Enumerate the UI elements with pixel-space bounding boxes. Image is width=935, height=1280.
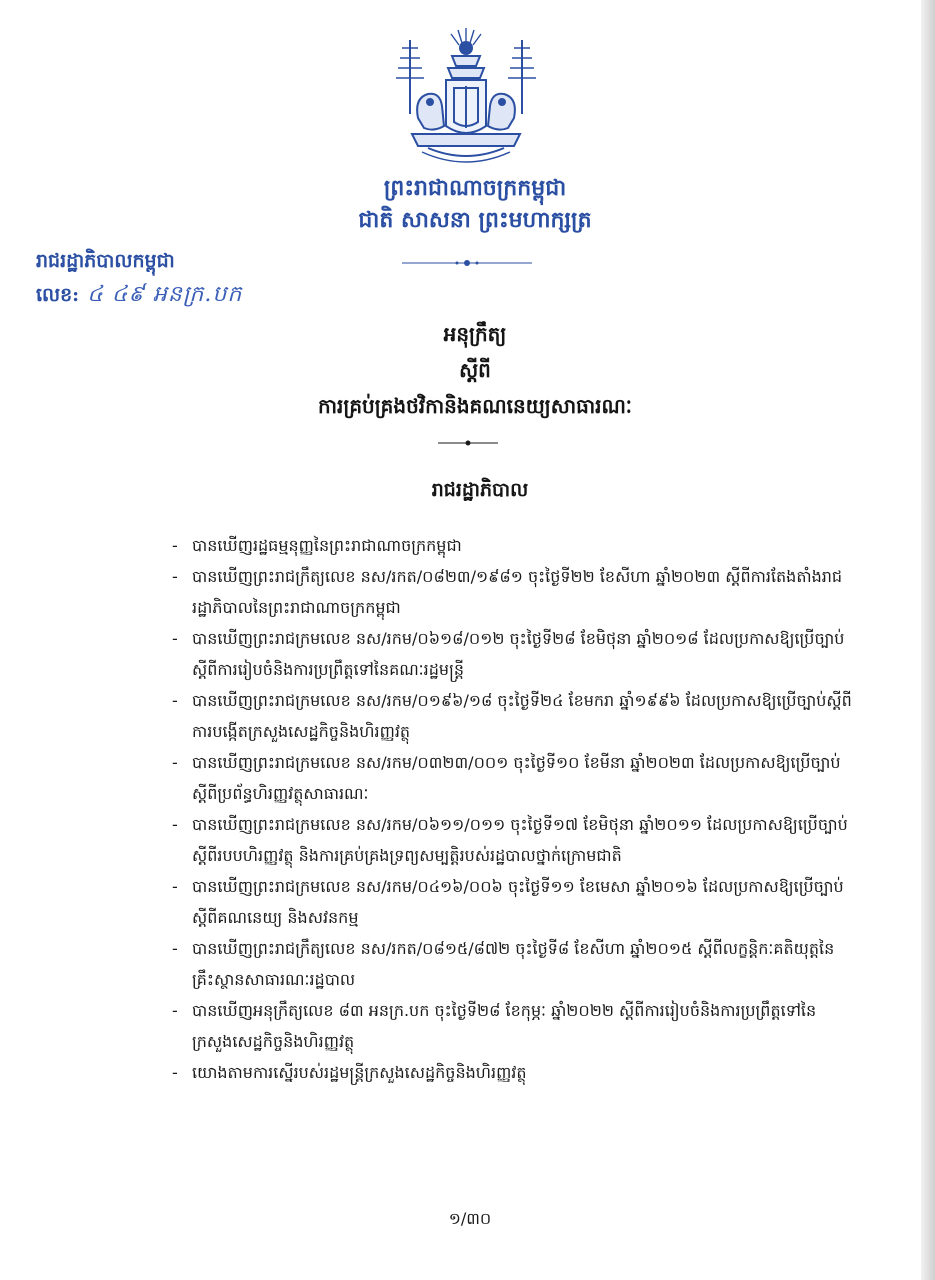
document-number (36, 278, 242, 312)
list-item: - យោងតាមការស្នើរបស់រដ្ឋមន្ត្រីក្រសួងសេដ្ឋកិច្ចនិងហិរញ្ញវត្ថុ (172, 1063, 527, 1082)
list-item: - បានឃើញព្រះរាជក្រមលេខ នស/រកម/០៦១៨/០១២ ចុះថ្ងៃទី២៨ ខែមិថុនា ឆ្នាំ២០១៨ ដែលប្រកាសឱ្យប្រើច្បាប់ស្តីពីការរៀបចំនិងការប្រព្រឹត្តទៅនៃគណៈរដ្ឋមន្ត្រី (172, 629, 845, 679)
national-motto: ជាតិ សាសនា ព្រះមហាក្សត្រ (358, 207, 592, 233)
kingdom-name: ព្រះរាជាណាចក្រកម្ពុជា (383, 175, 567, 201)
issuer-name: រាជរដ្ឋាភិបាលកម្ពុជា (36, 250, 175, 272)
preamble-list (172, 530, 852, 1088)
royal-coat-of-arms-icon (388, 22, 544, 168)
kingdom-header (340, 172, 610, 236)
list-item: - បានឃើញរដ្ឋធម្មនុញ្ញនៃព្រះរាជាណាចក្រកម្ពុជា (172, 536, 462, 555)
list-item: - បានឃើញព្រះរាជក្រមលេខ នស/រកម/០៤១៦/០០៦ ចុះថ្ងៃទី១១ ខែមេសា ឆ្នាំ២០១៦ ដែលប្រកាសឱ្យប្រើច្បាប់ស្តីពីគណនេយ្យ និងសវនកម្ម (172, 877, 844, 927)
header-ornament-divider (402, 256, 532, 270)
list-item: - បានឃើញព្រះរាជក្រមលេខ នស/រកម/០១៩៦/១៨ ចុះថ្ងៃទី២៤ ខែមករា ឆ្នាំ១៩៩៦ ដែលប្រកាសឱ្យប្រើច្បាប់ស្តីពីការបង្កើតក្រសួងសេដ្ឋកិច្ចនិងហិរញ្ញវត្ថុ (172, 691, 852, 741)
list-item: - បានឃើញព្រះរាជក្រឹត្យលេខ នស/រកត/០៨១៥/៨៧២ ចុះថ្ងៃទី៨ ខែសីហា ឆ្នាំ២០១៥ ស្តីពីលក្ខន្តិកៈគតិយុត្តនៃគ្រឹះស្ថានសាធារណៈរដ្ឋបាល (172, 939, 835, 989)
list-item: - បានឃើញអនុក្រឹត្យលេខ ៨៣ អនក្រ.បក ចុះថ្ងៃទី២៨ ខែកុម្ភៈ ឆ្នាំ២០២២ ស្តីពីការរៀបចំនិងការប្រព្រឹត្តទៅនៃក្រសួងសេដ្ឋកិច្ចនិងហិរញ្ញវត្ថុ (172, 1001, 817, 1051)
document-number-label: លេខ: (36, 284, 80, 306)
list-item: - បានឃើញព្រះរាជក្រមលេខ នស/រកម/០៦១១/០១១ ចុះថ្ងៃទី១៧ ខែមិថុនា ឆ្នាំ២០១១ ដែលប្រកាសឱ្យប្រើច្បាប់ស្តីពីរបបហិរញ្ញវត្ថុ និងការគ្រប់គ្រងទ្រព្យសម្បត្តិរបស់រដ្ឋបាលថ្នាក់ក្រោមជាតិ (172, 815, 848, 865)
document-number-value: ៤ ៤៩ អនក្រ.បក (87, 282, 243, 307)
document-title (240, 316, 710, 424)
body-heading: រាជរដ្ឋាភិបាល (431, 479, 529, 501)
title-about: ស្តីពី (459, 358, 491, 382)
title-ornament-divider (438, 436, 498, 450)
page-number: ១/៣០ (448, 1209, 492, 1228)
page-edge-shadow (921, 0, 935, 1280)
document-type: អនុក្រឹត្យ (443, 322, 507, 346)
list-item: - បានឃើញព្រះរាជក្រឹត្យលេខ នស/រកត/០៨២៣/១៩៨១ ចុះថ្ងៃទី២២ ខែសីហា ឆ្នាំ២០២៣ ស្តីពីការតែងតាំងរាជរដ្ឋាភិបាលនៃព្រះរាជាណាចក្រកម្ពុជា (172, 567, 843, 617)
issuer-block (36, 244, 242, 312)
list-item: - បានឃើញព្រះរាជក្រមលេខ នស/រកម/០៣២៣/០០១ ចុះថ្ងៃទី១០ ខែមីនា ឆ្នាំ២០២៣ ដែលប្រកាសឱ្យប្រើច្បាប់ស្តីពីប្រព័ន្ធហិរញ្ញវត្ថុសាធារណៈ (172, 753, 841, 803)
document-subject: ការគ្រប់គ្រងថវិកានិងគណនេយ្យសាធារណៈ (317, 394, 632, 418)
